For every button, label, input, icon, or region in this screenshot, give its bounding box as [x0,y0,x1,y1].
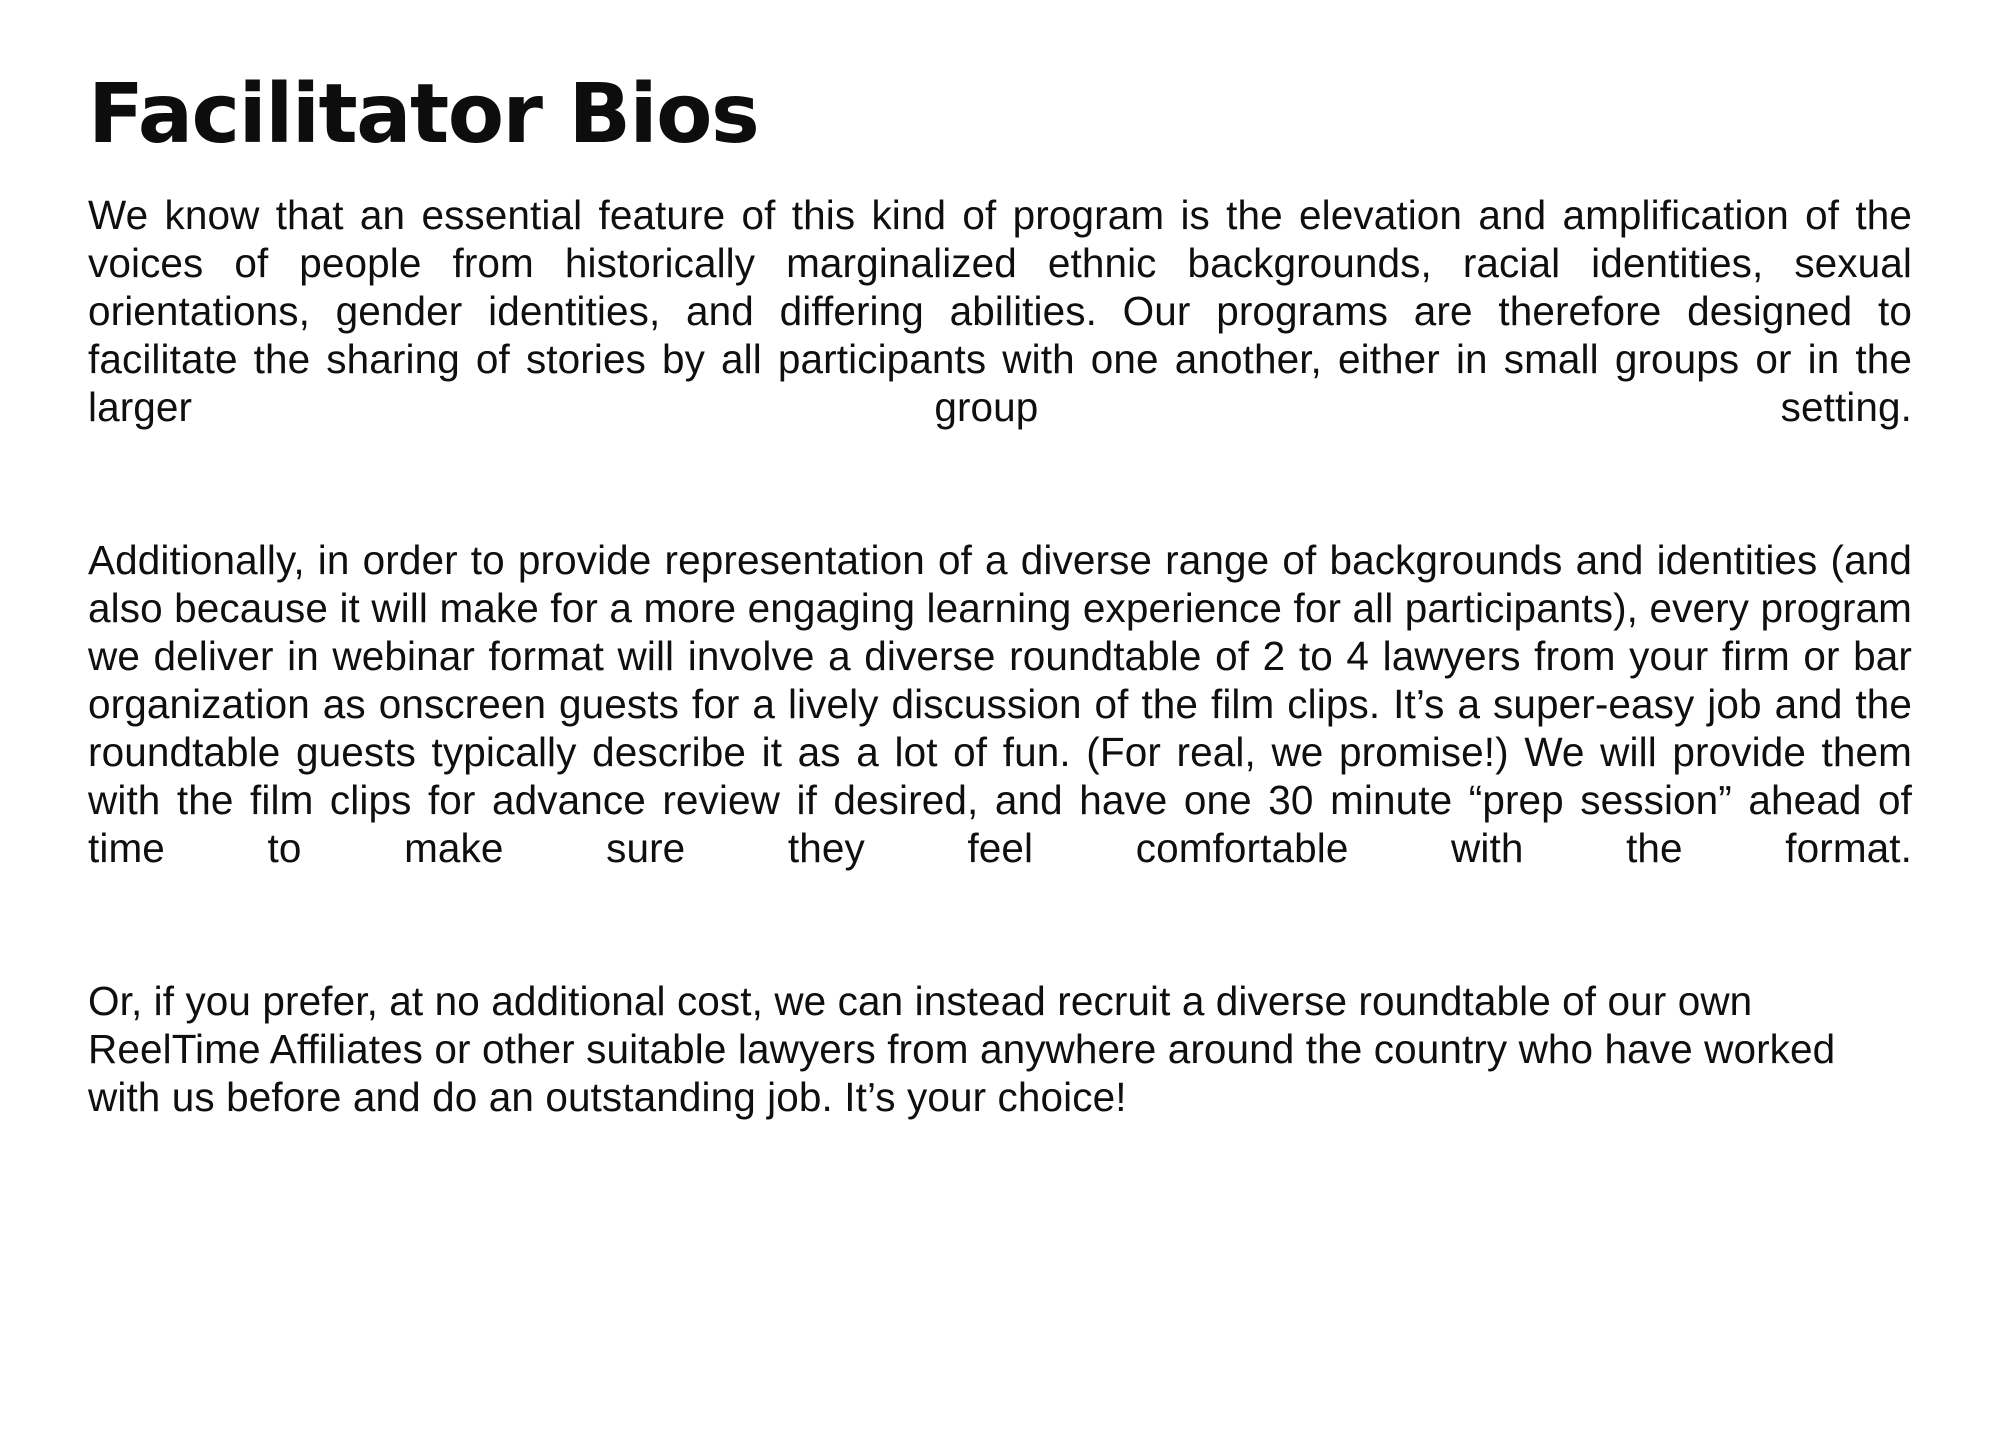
body-content [88,192,1912,1122]
paragraph-1: We know that an essential feature of this kind of program is the elevation and amplification of the voices of people from historically marginalized ethnic backgrounds, racial identities, sexual orientations, gender identities, and differing abilities. Our programs are therefore designed to facilitate the sharing of stories by all participants with one another, either in small groups or in the larger group setting. [88,192,1912,431]
paragraph-3: Or, if you prefer, at no additional cost, we can instead recruit a diverse roundtable of our own ReelTime Affiliates or other suitable lawyers from anywhere around the country who have worked with us before and do an outstanding job. It’s your choice! [88,977,1836,1120]
page-title: Facilitator Bios [88,67,759,162]
paragraph-2: Additionally, in order to provide representation of a diverse range of backgrounds and identities (and also because it will make for a more engaging learning experience for all participants), every program we deliver in webinar format will involve a diverse roundtable of 2 to 4 lawyers from your firm or bar organization as onscreen guests for a lively discussion of the film clips. It’s a super-easy job and the roundtable guests typically describe it as a lot of fun. (For real, we promise!) We will provide them with the film clips for advance review if desired, and have one 30 minute “prep session” ahead of time to make sure they feel comfortable with the format. [88,537,1912,871]
